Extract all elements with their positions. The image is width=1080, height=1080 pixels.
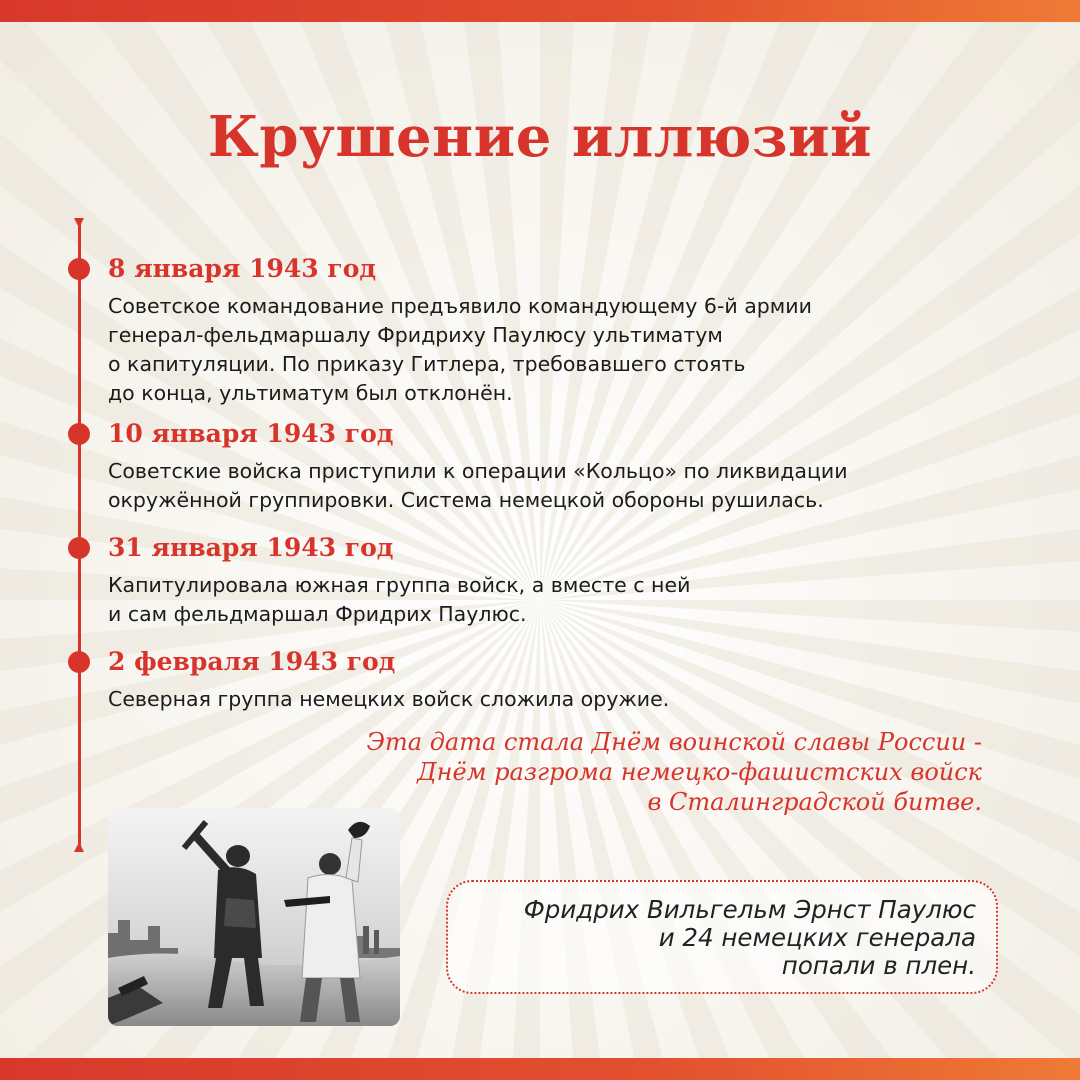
event-date: 2 февраля 1943 год xyxy=(108,647,396,676)
page-title: Крушение иллюзий xyxy=(207,104,873,170)
timeline-dot xyxy=(68,423,90,445)
top-accent-bar xyxy=(0,0,1080,22)
timeline-event xyxy=(108,419,1008,515)
timeline-event xyxy=(108,647,1008,714)
timeline-event xyxy=(108,254,1008,408)
timeline-bottom-arrow xyxy=(74,842,84,852)
event-text: Советские войска приступили к операции «Кольцо» по ликвидации окружённой группировки. Система немецкой обороны рушилась. xyxy=(108,459,848,512)
timeline-dot xyxy=(68,651,90,673)
callout-text: Фридрих Вильгельм Эрнст Паулюс и 24 немецких генерала попали в плен. xyxy=(523,895,976,980)
timeline-line xyxy=(78,222,81,850)
day-of-glory-note: Эта дата стала Днём воинской славы России - Днём разгрома немецко-фашистских войск в Сталинградской битве. xyxy=(366,728,982,816)
event-text: Северная группа немецких войск сложила оружие. xyxy=(108,687,670,711)
captured-generals-callout xyxy=(446,880,998,994)
event-date: 10 января 1943 год xyxy=(108,419,394,448)
event-text: Капитулировала южная группа войск, а вместе с ней и сам фельдмаршал Фридрих Паулюс. xyxy=(108,573,691,626)
event-date: 31 января 1943 год xyxy=(108,533,394,562)
historical-photo xyxy=(108,808,400,1026)
bottom-accent-bar xyxy=(0,1058,1080,1080)
event-text: Советское командование предъявило командующему 6-й армии генерал-фельдмаршалу Фридриху Паулюсу ультиматум о капитуляции. По приказу Гитлера, требовавшего стоять до конца, ультиматум был отклонён. xyxy=(108,294,812,405)
timeline-dot xyxy=(68,258,90,280)
event-date: 8 января 1943 год xyxy=(108,254,377,283)
timeline-top-arrow xyxy=(74,218,84,228)
timeline-dot xyxy=(68,537,90,559)
timeline-event xyxy=(108,533,1008,629)
